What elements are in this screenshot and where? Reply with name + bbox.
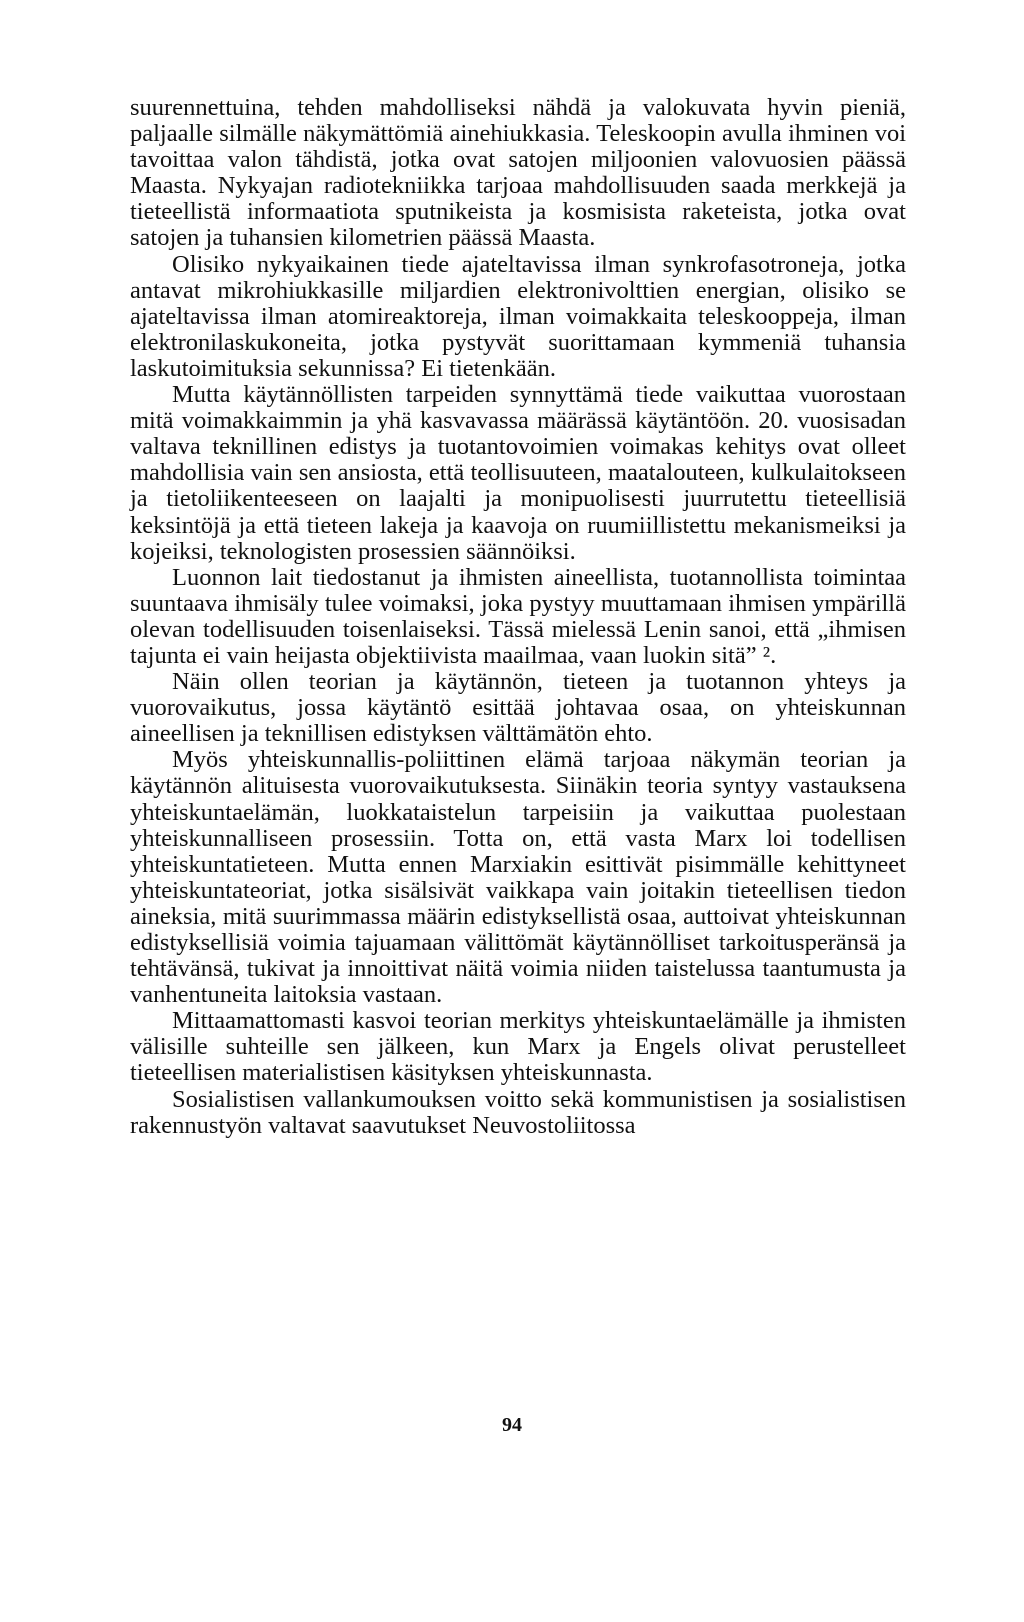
paragraph-5: Näin ollen teorian ja käytännön, tieteen ja tuotannon yhteys ja vuorovaikutus, jossa käytäntö esittää johtavaa osaa, on yhteiskunnan aineellisen ja teknillisen edistyksen välttämätön ehto. bbox=[130, 668, 906, 748]
page-number: 94 bbox=[502, 1414, 522, 1436]
paragraph-4: Luonnon lait tiedostanut ja ihmisten aineellista, tuotannollista toimintaa suuntaava ihmisäly tulee voimaksi, joka pystyy muuttamaan ihmisen ympärillä olevan todellisuuden toisenlaiseksi. Tässä mielessä Lenin sanoi, että „ihmisen tajunta ei vain heijasta objektiivista maailmaa, vaan luokin sitä” ². bbox=[130, 563, 906, 669]
paragraph-2: Olisiko nykyaikainen tiede ajateltavissa ilman synkrofasotroneja, jotka antavat mikrohiukkasille miljardien elektronivolttien energian, olisiko se ajateltavissa ilman atomireaktoreja, ilman voimakkaita teleskooppeja, ilman elektronilaskukoneita, jotka pystyvät suorittamaan kymmeniä tuhansia laskutoimituksia sekunnissa? Ei tietenkään. bbox=[130, 250, 906, 382]
body-text bbox=[130, 95, 906, 1139]
paragraph-7: Mittaamattomasti kasvoi teorian merkitys yhteiskuntaelämälle ja ihmisten välisille suhteille sen jälkeen, kun Marx ja Engels olivat perustelleet tieteellisen materialistisen käsityksen yhteiskunnasta. bbox=[130, 1007, 906, 1087]
paragraph-1: suurennettuina, tehden mahdolliseksi nähdä ja valokuvata hyvin pieniä, paljaalle silmälle näkymättömiä ainehiukkasia. Teleskoopin avulla ihminen voi tavoittaa valon tähdistä, jotka ovat satojen miljoonien valovuosien päässä Maasta. Nykyajan radiotekniikka tarjoaa mahdollisuuden saada merkkejä ja tieteellistä informaatiota sputnikeista ja kosmisista raketeista, jotka ovat satojen ja tuhansien kilometrien päässä Maasta. bbox=[130, 94, 906, 252]
paragraph-8: Sosialistisen vallankumouksen voitto sekä kommunistisen ja sosialistisen rakennustyön valtavat saavutukset Neuvostoliitossa bbox=[130, 1085, 906, 1139]
paragraph-3: Mutta käytännöllisten tarpeiden synnyttämä tiede vaikuttaa vuorostaan mitä voimakkaimmin ja yhä kasvavassa määrässä käytäntöön. 20. vuosisadan valtava teknillinen edistys ja tuotantovoimien voimakas kehitys ovat olleet mahdollisia vain sen ansiosta, että teollisuuteen, maatalouteen, kulkulaitokseen ja tietoliikenteeseen on laajalti ja monipuolisesti juurrutettu tieteellisiä keksintöjä ja että tieteen lakeja ja kaavoja on ruumiillistettu mekanismeiksi ja kojeiksi, teknologisten prosessien säännöiksi. bbox=[130, 381, 906, 565]
paragraph-6: Myös yhteiskunnallis-poliittinen elämä tarjoaa näkymän teorian ja käytännön alituisesta vuorovaikutuksesta. Siinäkin teoria syntyy vastauksena yhteiskuntaelämän, luokkataistelun tarpeisiin ja vaikuttaa puolestaan yhteiskunnalliseen prosessiin. Totta on, että vasta Marx loi todellisen yhteiskuntatieteen. Mutta ennen Marxiakin esittivät pisimmälle kehittyneet yhteiskuntateoriat, jotka sisälsivät vaikkapa vain joitakin tieteellisen tiedon aineksia, mitä suurimmassa määrin edistyksellistä osaa, auttoivat yhteiskunnan edistyksellisiä voimia tajuamaan välittömät käytännölliset tarkoitusperänsä ja tehtävänsä, tukivat ja innoittivat näitä voimia niiden taistelussa taantumusta ja vanhentuneita laitoksia vastaan. bbox=[130, 746, 906, 1009]
